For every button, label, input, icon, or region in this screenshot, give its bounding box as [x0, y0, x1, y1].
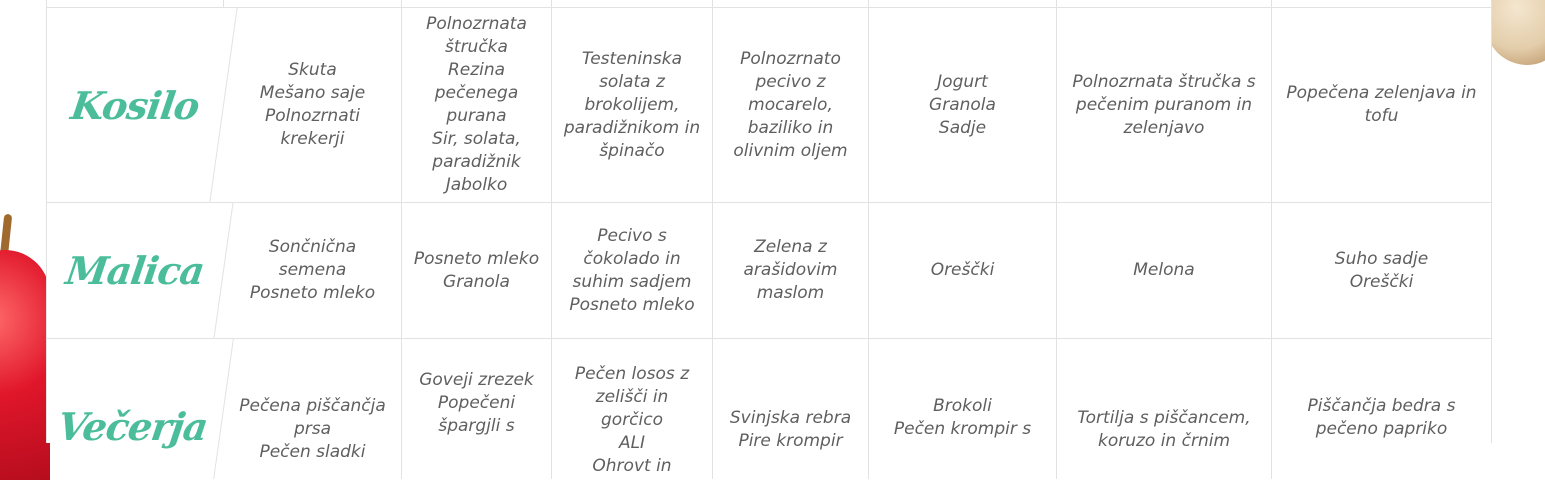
table-row: [47, 0, 1491, 8]
row-label-malica: Malica: [38, 203, 234, 338]
meal-cell: Goveji zrezek Popečeni špargjli s: [402, 339, 552, 479]
meal-cell: Zelena z arašidovim maslom: [713, 203, 869, 338]
meal-cell: Testeninska solata z brokolijem, paradižnikom in špinačo: [552, 8, 713, 202]
meal-cell: Piščančja bedra s pečeno papriko: [1307, 396, 1456, 439]
meal-cell: Polnozrnato pecivo z mocarelo, baziliko in olivnim oljem: [713, 8, 869, 202]
row-label-kosilo: Kosilo: [33, 8, 237, 202]
meal-cell: Polnozrnata štručka s pečenim puranom in zelenjavo: [1057, 8, 1272, 202]
meal-cell: Pečena piščančja prsa Pečen sladki: [224, 339, 402, 479]
meal-cell: Skuta Mešano saje Polnozrnati krekerji: [224, 8, 402, 202]
meal-cell: Oreščki: [869, 203, 1057, 338]
meal-cell: Popečena zelenjava in tofu: [1286, 83, 1477, 126]
meal-cell: Suho sadje Oreščki: [1334, 248, 1429, 292]
row-label-vecerja: Večerja: [37, 339, 234, 479]
meal-cell: Polnozrnata štručka Rezina pečenega purana Sir, solata, paradižnik Jabolko: [402, 8, 552, 202]
meal-cell: Brokoli Pečen krompir s: [869, 339, 1057, 479]
table-row-vecerja: [47, 339, 1491, 479]
nut-image: [1485, 0, 1545, 65]
table-row-malica: [47, 203, 1491, 339]
meal-cell: Sončnična semena Posneto mleko: [224, 203, 402, 338]
meal-cell: Pečen losos z zelišči in gorčico ALI Ohrovt in: [552, 339, 713, 479]
meal-cell: Pecivo s čokolado in suhim sadjem Posneto mleko: [552, 203, 713, 338]
meal-cell: Melona: [1057, 203, 1272, 338]
meal-plan-table: [46, 0, 1492, 476]
meal-cell: Jogurt Granola Sadje: [869, 8, 1057, 202]
meal-cell: Tortilja s piščancem, koruzo in črnim: [1057, 339, 1272, 479]
meal-cell: Posneto mleko Granola: [402, 203, 552, 338]
table-row-kosilo: [47, 8, 1491, 203]
meal-cell: Svinjska rebra Pire krompir: [713, 339, 869, 479]
